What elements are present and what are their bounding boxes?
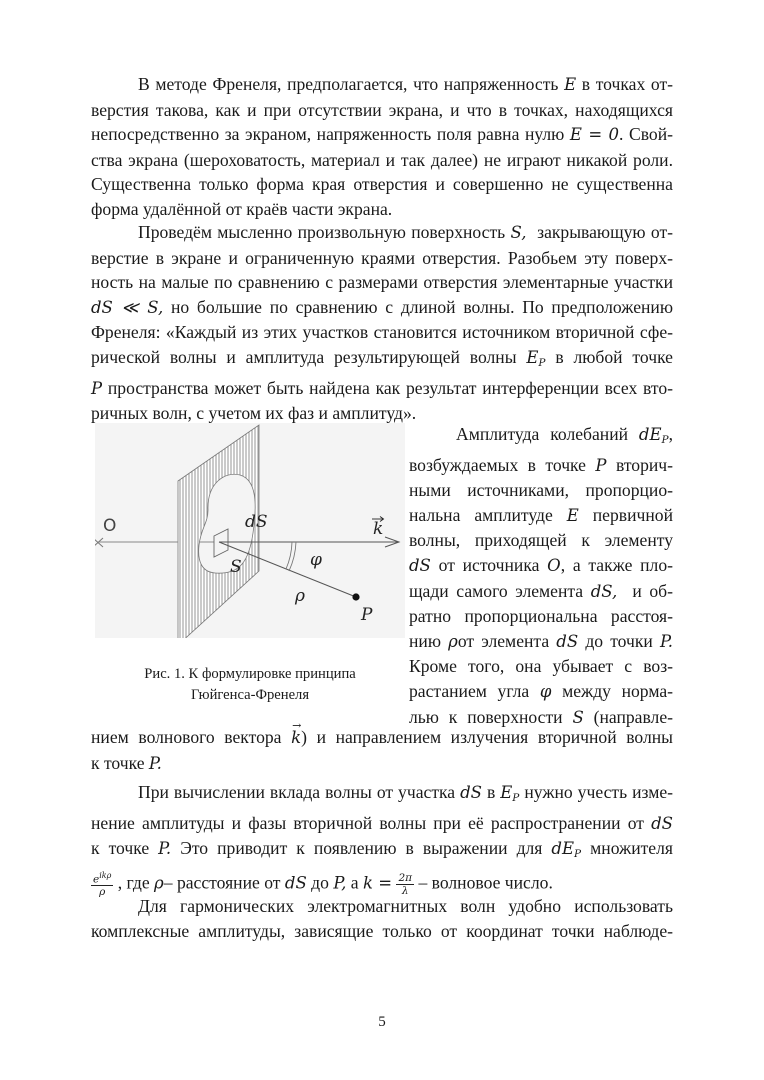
math-var: O [547, 555, 561, 575]
paragraph-continuation [91, 725, 673, 776]
math-var [551, 839, 582, 861]
text-line: . Свой- [619, 124, 673, 145]
text-line: , а также пло- [560, 554, 673, 575]
text-line: В методе Френеля, предполагается, что напряженность [138, 74, 559, 94]
caption-line: Рис. 1. К формулировке принципа [144, 666, 356, 682]
math-var: E [566, 505, 579, 525]
math-symbol: E [500, 783, 513, 802]
text-line: Амплитуда колебаний [456, 424, 629, 444]
math-var: P. [659, 631, 673, 651]
text-line: первичной [592, 504, 673, 525]
label-wave-vector: k [373, 519, 384, 539]
text-line: вторич- [615, 454, 674, 475]
math-symbol: e [93, 873, 100, 886]
math-var: dS, [590, 581, 618, 601]
math-subscript: P [574, 848, 582, 861]
text-line: волны, приходящей к элементу [409, 530, 673, 551]
text-line: форма удалённой от краёв части экрана. [91, 198, 393, 219]
text-line: верстие в экране и ограниченную краями отверстия. Разобьем эту поверх- [91, 247, 673, 268]
text-line: ратно пропорциональна расстоя- [409, 606, 673, 627]
text-line: , где [117, 872, 150, 893]
text-line: рической волны и амплитуда результирующей волны [91, 346, 517, 367]
math-subscript: P [538, 356, 546, 369]
text-line: до точки [585, 630, 653, 651]
page-number: 5 [378, 1014, 386, 1030]
right-column-text: Амплитуда колебаний $dE_P$, возбуждаемых в точке P вторич- ными источниками, пропорцио- нальна амплитуде E первичной волны, приходящей к элементу dS от источника O, а также пло- щади самого элемента dS, и об- ратно пропорциональна расстоя- нию ρот элемента dS до точки P. Кроме того, она убывает с воз- растанием угла φ между норма- лью к поверхности S (направле- [409, 424, 674, 727]
math-var: S [572, 707, 584, 727]
text-line: от источника [438, 554, 540, 575]
math-var: S, [510, 223, 527, 242]
math-var: dS [651, 813, 673, 833]
fraction-numerator: 2π [398, 871, 413, 884]
label-distance: ρ [295, 586, 305, 606]
math-equation: E = 0 [569, 125, 620, 145]
math-symbol: dE [638, 425, 662, 444]
text-line: Френеля: «Каждый из этих участков становится источником вторичной сфе- [91, 322, 673, 343]
text-line: – расстояние от [163, 872, 281, 893]
text-line: возбуждаемых в точке [409, 454, 586, 475]
text-line: а [350, 872, 359, 893]
math-var: dS [409, 555, 431, 575]
paragraph-2 [91, 220, 673, 426]
math-var [526, 348, 545, 367]
paragraph-3 [91, 780, 673, 898]
text-line: Для гармонических электромагнитных волн удобно использовать [138, 896, 673, 916]
math-var: ρ [448, 631, 458, 651]
fraction-denominator: ρ [99, 886, 106, 899]
figure-huygens-fresnel [95, 423, 405, 638]
math-var: P. [148, 753, 162, 773]
fraction-denominator: λ [401, 884, 409, 897]
math-equation: k = [362, 873, 393, 893]
text-line: к точке [91, 838, 150, 859]
caption-line: Гюйгенса-Френеля [190, 687, 310, 703]
math-symbol: dE [551, 839, 575, 859]
label-point: P [361, 605, 373, 625]
text-line: между норма- [562, 680, 673, 701]
math-symbol: E [526, 347, 539, 367]
label-surface: S [230, 557, 242, 577]
text-line: Проведём мысленно произвольную поверхность [138, 222, 506, 242]
figure-caption [95, 664, 405, 706]
text-line: При вычислении вклада волны от участка [138, 782, 456, 802]
math-var: ρ [154, 873, 164, 893]
text-line: пространства может быть найдена как результат интерференции всех вто- [107, 377, 673, 398]
label-angle: φ [310, 550, 322, 570]
text-line: в точках от- [581, 74, 673, 94]
text-line: – волновое число. [418, 872, 553, 893]
wave-vector-symbol: → k [291, 726, 301, 751]
math-var: E [564, 75, 577, 94]
text-line: ность на малые по сравнению с размерами отверстия элементарные участки [91, 272, 673, 293]
text-line: (направле- [593, 706, 674, 727]
text-line: нием волнового вектора [91, 727, 282, 747]
text-line: но большие по сравнению с длиной волны. По предположению [170, 296, 673, 317]
text-line: ричных волн, с учетом их фаз и амплитуд». [91, 403, 417, 424]
text-line: комплексные амплитуды, зависящие только от координат точки наблюде- [91, 920, 673, 941]
paragraph-1 [91, 72, 673, 222]
text-line: ства экрана (шероховатость, материал и так далее) не играют никакой роли. [91, 149, 673, 170]
text-line: в любой точке [555, 346, 673, 367]
text-line: и об- [632, 580, 673, 601]
label-source: O [103, 516, 117, 536]
figure-diagram [95, 423, 405, 638]
math-var: dS [460, 783, 482, 802]
paragraph-4 [91, 894, 673, 943]
text-line: закрывающую от- [537, 222, 673, 242]
text-line: ными источниками, пропорцио- [409, 480, 673, 501]
text-line: нужно учесть изме- [524, 782, 673, 802]
math-var: dS [284, 873, 307, 893]
text-line: Это приводит к появлению в выражении для [180, 838, 543, 859]
math-var: P [595, 455, 607, 475]
math-var: dS [556, 631, 579, 651]
math-superscript: ikρ [99, 870, 112, 880]
math-var: P. [158, 839, 172, 859]
text-line: нальна амплитуде [409, 504, 553, 525]
text-line: нение амплитуды и фазы вторичной волны при её распространении от [91, 812, 644, 833]
math-var: P, [333, 873, 347, 893]
fraction-numerator [91, 870, 113, 887]
text-line: до [311, 872, 329, 893]
fraction-wavenumber [396, 872, 414, 897]
math-var: P [91, 378, 103, 398]
text-line: щади самого элемента [409, 580, 584, 601]
text-line: Существенна только форма края отверстия и совершенно не существенна [91, 174, 673, 195]
math-var: φ [539, 681, 552, 701]
math-expression: dS ≪ S, [91, 297, 164, 317]
text-line: непосредственно за экраном, напряженность поля равна нулю [91, 124, 565, 145]
text-line: нию [409, 630, 441, 651]
text-line: от элемента [457, 630, 550, 651]
point-p-dot [352, 593, 359, 600]
text-line: ) и направлением излучения вторичной волны [301, 727, 674, 747]
text-line: Кроме того, она убывает с воз- [409, 656, 673, 677]
math-var [639, 425, 669, 444]
math-subscript: P [661, 434, 669, 446]
text-line: верстия такова, как и при отсутствии экрана, и что в точках, находящихся [91, 99, 673, 120]
text-line: лью к поверхности [409, 706, 563, 727]
label-element: dS [245, 512, 268, 532]
text-line: растанием угла [409, 680, 530, 701]
text-line: к точке [91, 752, 145, 773]
text-line: множителя [590, 838, 673, 859]
math-subscript: P [512, 792, 520, 804]
math-var [500, 783, 519, 802]
text-line: в [486, 782, 496, 802]
